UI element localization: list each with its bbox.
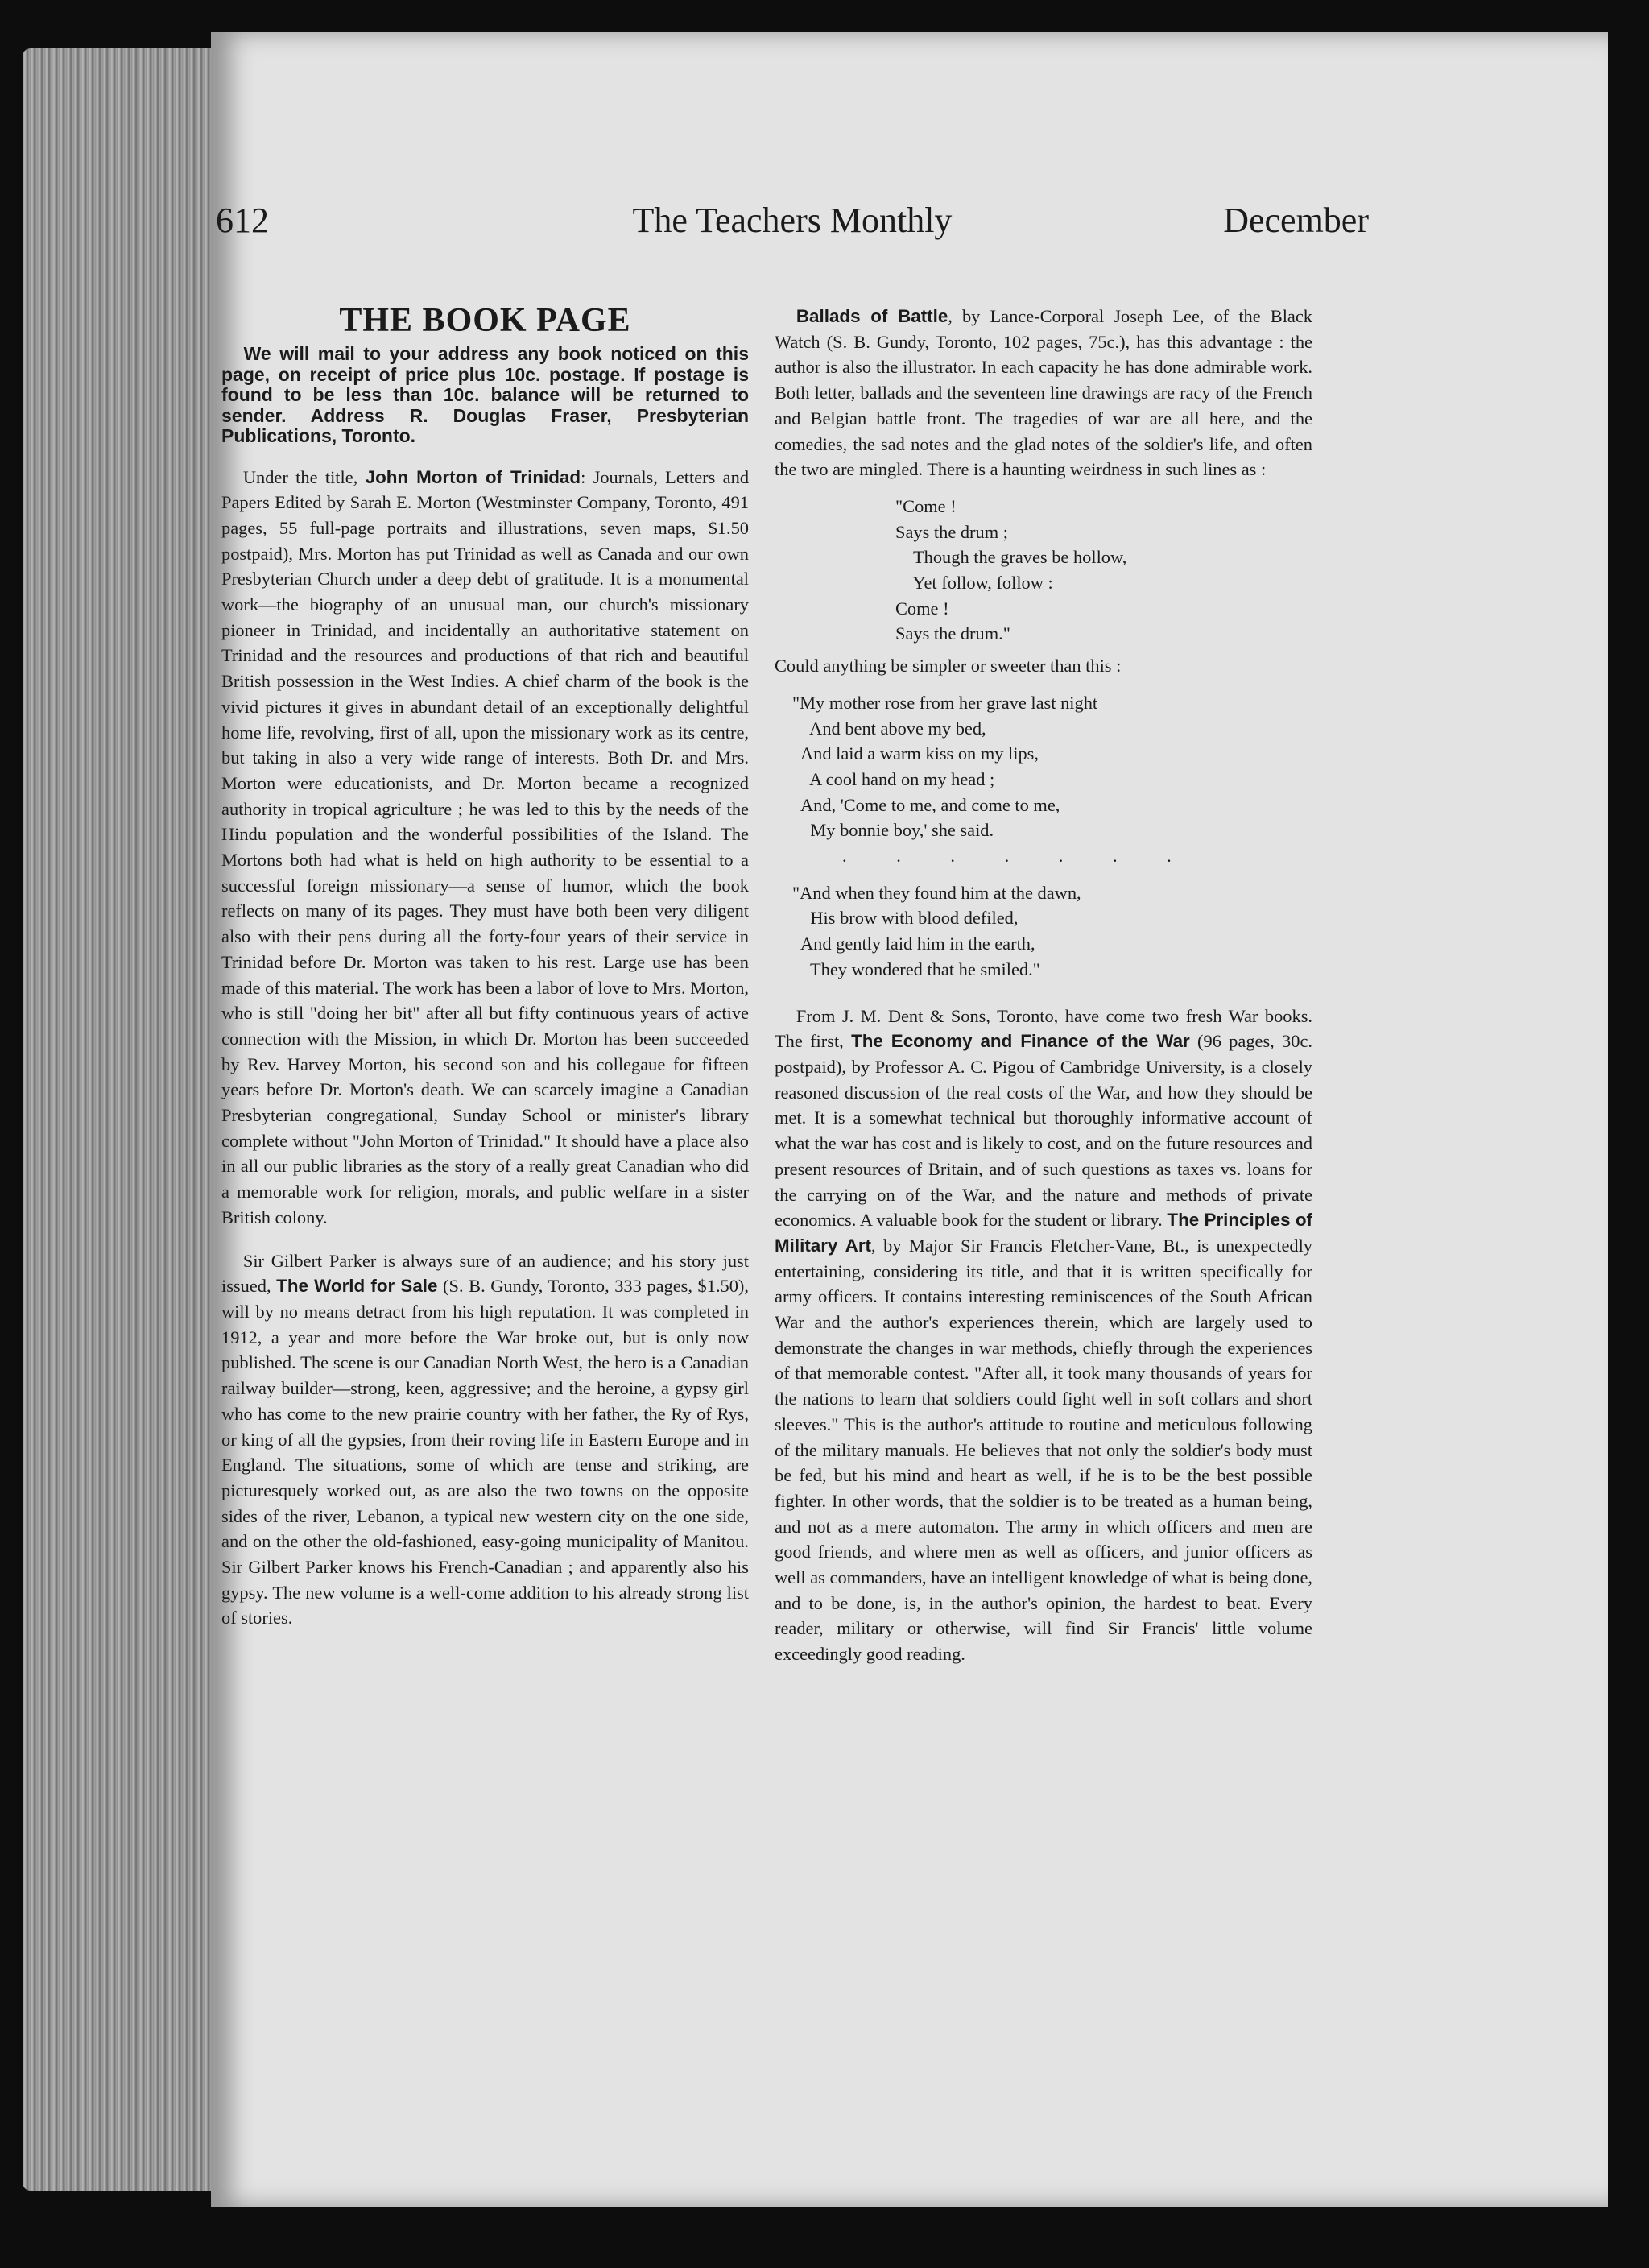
verse-line: Though the graves be hollow, (895, 547, 1127, 568)
book-title: The Principles of Military Art (775, 1210, 1312, 1256)
verse-ellipsis: . . . . . . . (842, 846, 1194, 867)
review-body: : Journals, Letters and Papers Edited by Sarah E. Morton (Westminster Company, Toronto, 491 pages, 55 full-page portraits and illustrations, seven maps, $1.50 postpaid), Mrs. Morton has put Trinidad as well as Canada and our own Presbyterian Church under a deep debt of gratitude. It is a monumental work—the biography of an unusual man, our church's missionary pioneer in Trinidad, and incidentally an authoritative statement on Trinidad and the resources and productions of that rich and beautiful British possession in the West Indies. A chief charm of the book is the vivid pictures it gives in abundant detail of an exceptionally delightful home life, revolving, first of all, upon the missionary work as its centre, but taking in also a very wide range of interests. Both Dr. and Mrs. Morton were educationists, and Dr. Morton became a recognized authority in tropical agriculture ; he was led to this by the needs of the Hindu population and the wonderful possibilities of the Island. The Mortons both had what is held on high authority to be essential to a successful foreign missionary—a sense of humor, which the book reflects on many of its pages. They must have both been very diligent also with their pens during all the forty-four years of their service in Trinidad before Dr. Morton was taken to his rest. Large use has been made of this material. The work has been a labor of love to Mrs. Morton, who is still "doing her bit" after all but fifty continuous years of active connection with the Mission, in which Dr. Morton has been succeeded by Rev. Harvey Morton, his second son and his collegaue for fifteen years before Dr. Morton's death. We can scarcely imagine a Canadian Presbyterian congregational, Sunday School or minister's library complete without "John Morton of Trinidad." It should have a place also in all our public libraries as the story of a really great Canadian who did a memorable work for religion, morals, and public welfare in a sister British colony. (221, 466, 750, 1227)
verse-line: "Come ! (895, 495, 957, 516)
review-world-for-sale (221, 1248, 749, 1632)
page-number: 612 (216, 201, 269, 240)
verse-line: Says the drum." (895, 623, 1010, 644)
review-body: (S. B. Gundy, Toronto, 333 pages, $1.50), will by no means detract from his high reputation. It was completed in 1912, a year and more before the War broke out, but is only now published. The scene is our Canadian North West, the hero is a Canadian railway builder—strong, keen, aggressive; and the heroine, a gypsy girl who has come to the new prairie country with her father, the Ry of Rys, or king of all the gypsies, from their roving life in Eastern Europe and in England. The situations, some of which are tense and striking, are picturesquely worked out, as are also the two towns on the opposite sides of the river, Lebanon, a typical new western city on the one side, and on the other the old-fashioned, easy-going municipality of Manitou. Sir Gilbert Parker knows his French-Canadian ; and apparently also his gypsy. The new volume is a well-come addition to his already strong list of stories. (221, 1276, 749, 1629)
verse-line: My bonnie boy,' she said. (792, 820, 994, 841)
review-lead: Under the title, (242, 466, 366, 487)
verse-line: And gently laid him in the earth, (792, 933, 1035, 954)
book-page-edges (23, 48, 234, 2191)
review-john-morton (221, 465, 749, 1231)
review-war-books (775, 1004, 1312, 1667)
verse-bridge: Could anything be simpler or sweeter than this : (775, 656, 1122, 677)
verse-line: A cool hand on my head ; (792, 768, 995, 789)
book-title: Ballads of Battle (796, 306, 948, 326)
running-header (216, 200, 1369, 256)
review-lead: From J. M. Dent & Sons, Toronto, have come two fresh War books. The first, (775, 1005, 1312, 1052)
verse-line: And bent above my bed, (792, 718, 986, 739)
publication-title: The Teachers Monthly (632, 201, 953, 240)
book-title: The World for Sale (276, 1276, 438, 1297)
verse-line: Come ! (895, 598, 949, 619)
verse-drum (775, 494, 1312, 647)
verse-line: His brow with blood defiled, (792, 908, 1019, 929)
verse-line: They wondered that he smiled." (792, 958, 1040, 979)
mail-order-notice: We will mail to your address any book noticed on this page, on receipt of price plus 10c. postage. If postage is found to be less than 10c. balance will be returned to sender. Address R. Douglas Fraser, Presbyterian Publications, Toronto. (221, 343, 749, 446)
verse-line: Yet follow, follow : (895, 573, 1053, 594)
verse-mother (775, 690, 1312, 983)
verse-line: "And when they found him at the dawn, (792, 882, 1081, 903)
verse-line: Says the drum ; (895, 521, 1008, 542)
left-column (221, 302, 749, 1631)
review-body: , by Major Sir Francis Fletcher-Vane, Bt., is unexpectedly entertaining, considering its title, and that it is written specifically for army officers. It contains interesting reminiscences of the South African War and the author's experiences therein, which are largely used to demonstrate the changes in war methods, chiefly through the experiences of that memorable contest. "After all, it took many thousands of years for the nations to learn that soldiers could fight well in soft collars and short sleeves." This is the author's attitude to routine and meticulous following of the military manuals. He believes that not only the soldier's body must be fed, but his mind and heart as well, if he is to be the best possible fighter. In other words, that the soldier is to be treated as a human being, and not as a mere automaton. The army in which officers and men are good friends, and where men as well as officers, and junior officers as well as commanders, have an intelligent knowledge of what is being done, and to be done, is, in the author's opinion, the hardest to beat. Every reader, military or otherwise, will find Sir Francis' little volume exceedingly good reading. (775, 1235, 1312, 1665)
section-heading: THE BOOK PAGE (339, 302, 631, 339)
review-body: (96 pages, 30c. postpaid), by Professor A. C. Pigou of Cambridge University, is a closely reasoned discussion of the real costs of the War, and how they should be met. It is a somewhat technical but thoroughly informative account of what the war has cost and is likely to cost, and on the future resources and present resources of Britain, and of such questions as taxes vs. loans for the carrying on of the War, and the nature and methods of private economics. A valuable book for the student or library. (775, 1031, 1312, 1231)
verse-line: And laid a warm kiss on my lips, (792, 743, 1039, 764)
issue-month: December (1223, 201, 1369, 240)
verse-line: "My mother rose from her grave last night (792, 692, 1098, 713)
verse-line: And, 'Come to me, and come to me, (792, 794, 1060, 815)
book-title: The Economy and Finance of the War (851, 1031, 1190, 1052)
review-body: , by Lance-Corporal Joseph Lee, of the Black Watch (S. B. Gundy, Toronto, 102 pages, 75c.), has this advantage : the author is also the illustrator. In each capacity he has done admirable work. Both letter, ballads and the seventeen line drawings are racy of the French and Belgian battle front. The tragedies of war are all here, and the comedies, the sad notes and the glad notes of the soldier's life, and often the two are mingled. There is a haunting weirdness in such lines as : (775, 306, 1312, 480)
review-ballads-of-battle (775, 304, 1312, 482)
book-title: John Morton of Trinidad (365, 466, 581, 487)
right-column (775, 304, 1312, 1667)
review-lead: Sir Gilbert Parker is always sure of an audience; and his story just issued, (221, 1250, 749, 1297)
